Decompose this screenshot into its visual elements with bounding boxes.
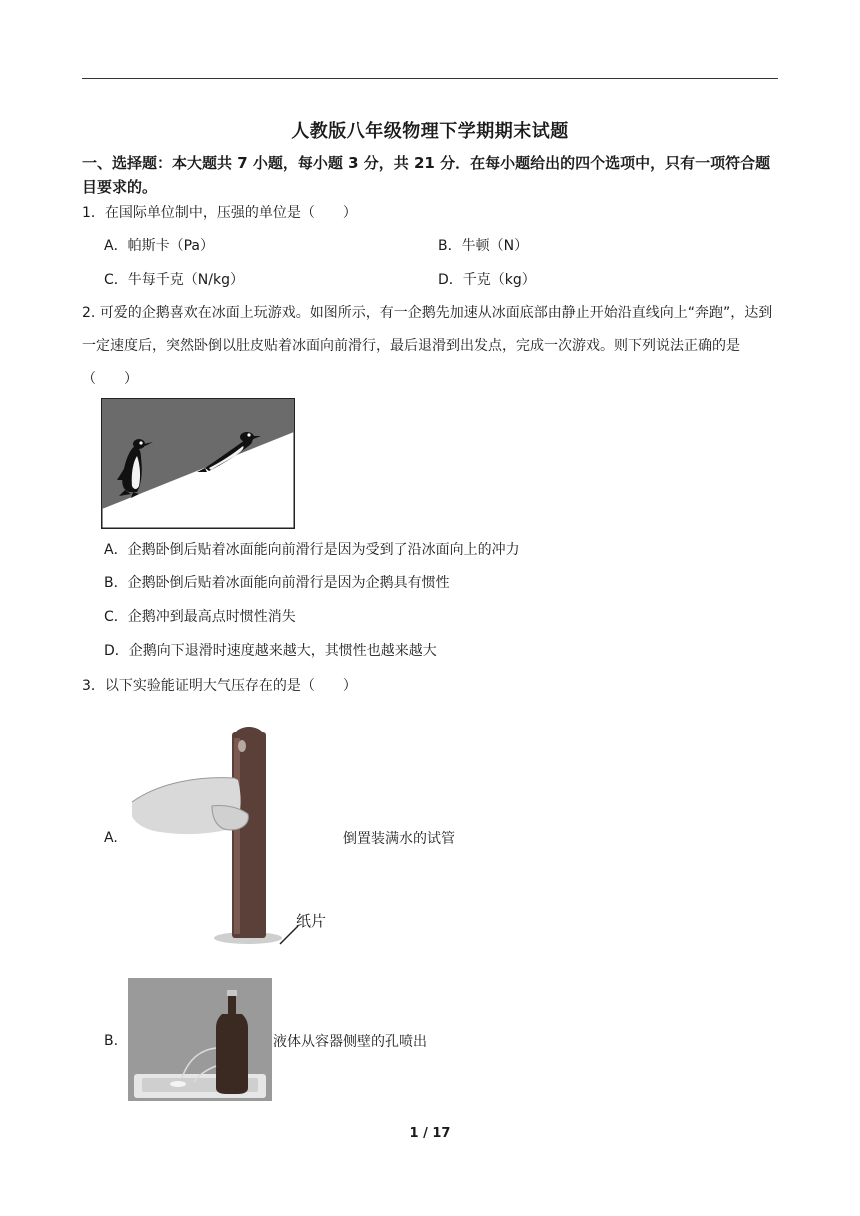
question-3-option-b-caption: 液体从容器侧壁的孔喷出 [273,1034,427,1050]
page-title: 人教版八年级物理下学期期末试题 [291,121,569,142]
question-1-option-a: A．帕斯卡（Pa） [104,238,214,254]
paper-label: 纸片 [296,912,327,930]
question-3-stem: 3．以下实验能证明大气压存在的是（ ） [82,678,357,694]
penguin-slope-figure [101,398,295,529]
section-heading: 一、选择题：本大题共 7 小题，每小题 3 分，共 21 分．在每小题给出的四个选项中，只有一项符合题目要求的。 [82,154,771,196]
question-1-option-c: C．牛每千克（N/kg） [104,272,244,288]
bottle-spray-figure [128,978,272,1101]
question-1-option-d: D．千克（kg） [438,272,536,288]
question-3-option-a-letter: A. [104,830,118,846]
question-3-option-b-letter: B. [104,1033,119,1049]
page-number: 1 / 17 [409,1126,451,1141]
question-2-option-a: A．企鹅卧倒后贴着冰面能向前滑行是因为受到了沿冰面向上的冲力 [104,542,520,558]
question-3-option-a-caption: 倒置装满水的试管 [343,831,455,847]
inverted-test-tube-figure [130,712,340,960]
question-1-option-b: B．牛顿（N） [438,238,529,254]
question-2-stem: 2. 可爱的企鹅喜欢在冰面上玩游戏。如图所示，有一企鹅先加速从冰面底部由静止开始沿直线向上“奔跑”，达到一定速度后，突然卧倒以肚皮贴着冰面向前滑行，最后退滑到出发点，完成一次游戏。则下列说法正确的是（ ） [82,305,773,387]
question-2-option-b: B．企鹅卧倒后贴着冰面能向前滑行是因为企鹅具有惯性 [104,575,450,591]
question-2-option-c: C．企鹅冲到最高点时惯性消失 [104,609,296,625]
header-rule [82,78,778,79]
question-1-stem: 1．在国际单位制中，压强的单位是（ ） [82,205,357,221]
question-2-option-d: D．企鹅向下退滑时速度越来越大，其惯性也越来越大 [104,643,437,659]
